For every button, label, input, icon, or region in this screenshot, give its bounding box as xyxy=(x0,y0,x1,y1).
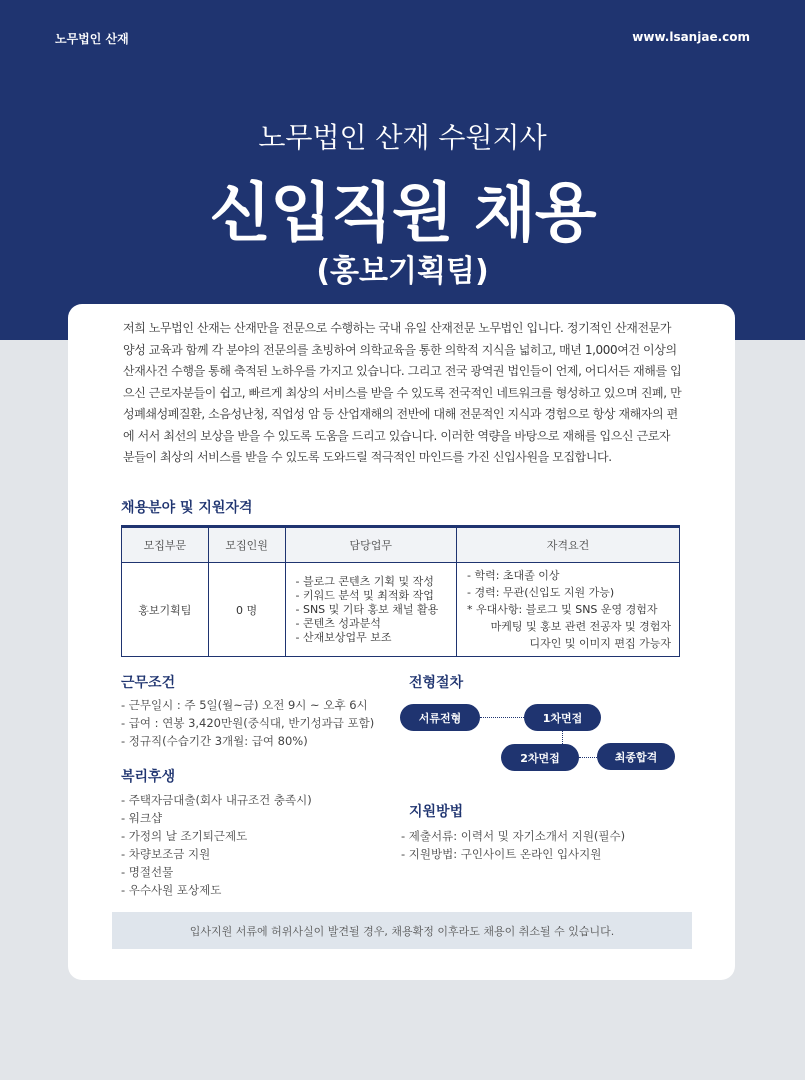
duty-item: - SNS 및 기타 홍보 채널 활용 xyxy=(295,602,439,616)
list-item: - 급여 : 연봉 3,420만원(중식대, 반기성과급 포함) xyxy=(121,716,375,730)
qual-item: - 학력: 초대졸 이상 xyxy=(467,569,560,582)
process-step: 1차면접 xyxy=(524,704,601,731)
quals-cell xyxy=(457,563,680,657)
duty-item: - 키워드 분석 및 최적화 작업 xyxy=(295,588,434,602)
list-item: - 지원방법: 구인사이트 온라인 입사지원 xyxy=(401,847,602,861)
notice-bar xyxy=(112,912,692,949)
brand-name: 노무법인 산재 xyxy=(55,32,129,46)
benefits-heading: 복리후생 xyxy=(121,769,176,785)
column-header: 모집부문 xyxy=(122,527,209,563)
recruit-heading: 채용분야 및 지원자격 xyxy=(121,500,253,516)
apply-heading: 지원방법 xyxy=(409,804,464,820)
list-item: - 제출서류: 이력서 및 자기소개서 지원(필수) xyxy=(401,829,626,843)
qual-item: - 경력: 무관(신입도 지원 가능) xyxy=(467,586,615,599)
list-item: - 우수사원 포상제도 xyxy=(121,883,222,897)
page-title: 신입직원 채용 xyxy=(209,177,596,251)
table-row xyxy=(122,563,680,657)
flow-connector xyxy=(579,757,597,758)
table-header-row xyxy=(122,527,680,563)
hero-banner xyxy=(0,0,805,340)
intro-paragraph: 저희 노무법인 산재는 산재만을 전문으로 수행하는 국내 유일 산재전문 노무법인 입니다. 정기적인 산재전문가 양성 교육과 함께 각 분야의 전문의를 초빙하여 의학교육을 통한 의학적 지식을 넓히고, 매년 1,000여건 이상의 산재사건 수행을 통해 축적된 노하우를 가지고 있습니다. 그리고 전국 광역권 법인들이 언제, 어디서든 재해를 입으신 근로자분들이 쉽고, 빠르게 최상의 서비스를 받을 수 있도록 전국적인 네트워크를 형성하고 있으며 진폐, 만성폐쇄성폐질환, 소음성난청, 직업성 암 등 산업재해의 전반에 대해 전문적인 지식과 경험으로 항상 재해자의 편에 서서 최선의 보상을 받을 수 있도록 도움을 드리고 있습니다. 이러한 역량을 바탕으로 재해를 입으신 근로자 분들이 최상의 서비스를 받을 수 있도록 도와드릴 적극적인 마인드를 가진 신입사원을 모집합니다. xyxy=(123,321,682,464)
count-cell: 0 명 xyxy=(208,563,285,657)
qual-item: 디자인 및 이미지 편집 가능자 xyxy=(529,637,671,650)
column-header: 자격요건 xyxy=(457,527,680,563)
process-step: 최종합격 xyxy=(597,743,675,770)
conditions-heading: 근무조건 xyxy=(121,675,176,691)
qual-item: 마케팅 및 홍보 관련 전공자 및 경험자 xyxy=(490,620,671,633)
process-heading: 전형절차 xyxy=(409,675,464,691)
duty-item: - 블로그 콘텐츠 기획 및 작성 xyxy=(295,574,434,588)
content-card xyxy=(68,304,735,980)
list-item: - 정규직(수습기간 3개월: 급여 80%) xyxy=(121,734,308,748)
list-item: - 주택자금대출(회사 내규조건 충족시) xyxy=(121,793,312,807)
duty-item: - 산재보상업무 보조 xyxy=(295,630,392,644)
apply-list xyxy=(401,827,625,863)
recruit-table xyxy=(121,525,680,657)
qual-item: * 우대사항: 블로그 및 SNS 운영 경험자 xyxy=(467,603,658,616)
team-title: (홍보기획팀) xyxy=(316,254,489,289)
dept-cell: 홍보기획팀 xyxy=(122,563,209,657)
list-item: - 워크샵 xyxy=(121,811,163,825)
list-item: - 근무일시 : 주 5일(월~금) 오전 9시 ~ 오후 6시 xyxy=(121,698,368,712)
duties-cell xyxy=(285,563,457,657)
column-header: 모집인원 xyxy=(208,527,285,563)
benefits-list xyxy=(121,791,312,899)
conditions-list xyxy=(121,696,374,750)
column-header: 담당업무 xyxy=(285,527,457,563)
notice-text: 입사지원 서류에 허위사실이 발견될 경우, 채용확정 이후라도 채용이 취소될 수 있습니다. xyxy=(189,924,615,938)
list-item: - 차량보조금 지원 xyxy=(121,847,211,861)
process-step: 서류전형 xyxy=(400,704,480,731)
flow-connector xyxy=(562,731,563,744)
flow-connector xyxy=(480,717,524,718)
page-subtitle: 노무법인 산재 수원지사 xyxy=(258,121,547,154)
list-item: - 가정의 날 조기퇴근제도 xyxy=(121,829,248,843)
duty-item: - 콘텐츠 성과분석 xyxy=(295,616,381,630)
website-url: www.lsanjae.com xyxy=(632,30,750,44)
list-item: - 명절선물 xyxy=(121,865,174,879)
process-step: 2차면접 xyxy=(501,744,579,771)
